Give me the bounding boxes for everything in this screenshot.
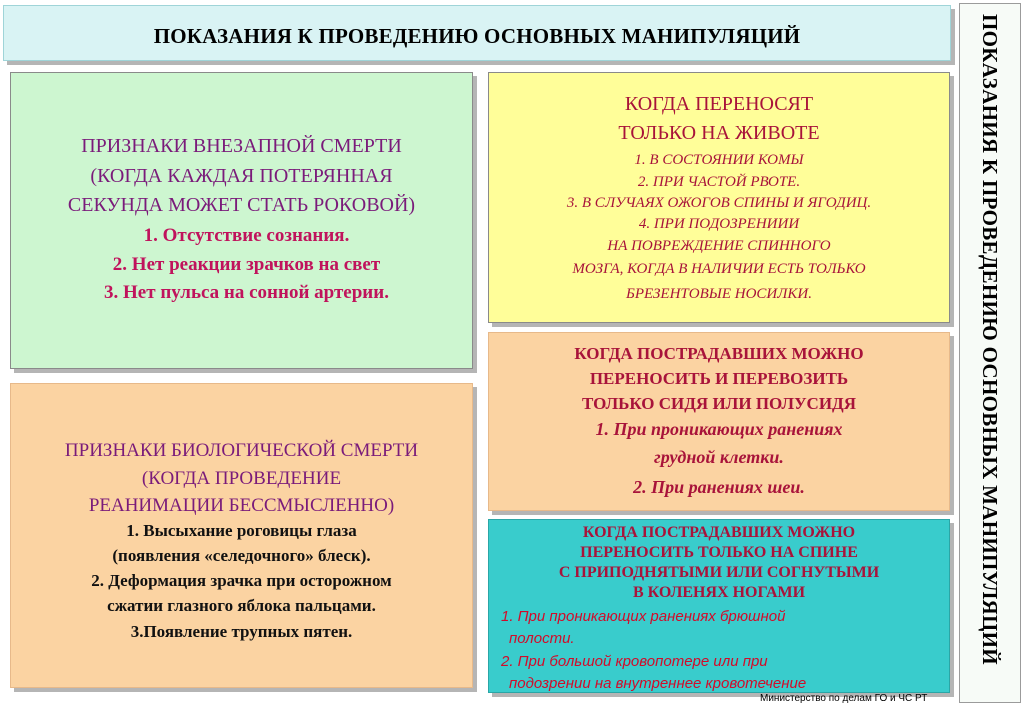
bio-item-1-cont: (появления «селедочного» блеск).: [112, 546, 371, 565]
bio-item-1: 1. Высыхание роговицы глаза: [126, 521, 357, 540]
sitting-item-1-cont: грудной клетки.: [654, 447, 784, 467]
page-title: ПОКАЗАНИЯ К ПРОВЕДЕНИЮ ОСНОВНЫХ МАНИПУЛЯЦИЙ: [153, 24, 801, 48]
bio-item-2: 2. Деформация зрачка при осторожном: [91, 571, 392, 590]
sudden-death-panel: [10, 72, 473, 369]
back-item-2-cont: подозрении на внутреннее кровотечение: [509, 675, 807, 692]
belly-heading-1: КОГДА ПЕРЕНОСЯТ: [624, 93, 814, 115]
belly-item-1: 1. В СОСТОЯНИИ КОМЫ: [634, 152, 804, 168]
title-banner: [3, 5, 951, 61]
back-heading-3: С ПРИПОДНЯТЫМИ ИЛИ СОГНУТЫМИ: [558, 564, 880, 581]
sitting-item-2: 2. При ранениях шеи.: [633, 477, 805, 497]
sudden-item-1: 1. Отсутствие сознания.: [143, 225, 350, 246]
sitting-heading-2: ПЕРЕНОСИТЬ И ПЕРЕВОЗИТЬ: [589, 369, 849, 388]
sudden-item-3: 3. Нет пульса на сонной артерии.: [104, 282, 389, 303]
belly-item-3: 3. В СЛУЧАЯХ ОЖОГОВ СПИНЫ И ЯГОДИЦ.: [566, 195, 872, 211]
sudden-heading-3: СЕКУНДА МОЖЕТ СТАТЬ РОКОВОЙ): [67, 194, 416, 216]
belly-item-4-cont-3: БРЕЗЕНТОВЫЕ НОСИЛКИ.: [626, 286, 812, 302]
sudden-item-2: 2. Нет реакции зрачков на свет: [112, 254, 381, 275]
sitting-carry-panel: [488, 332, 950, 511]
ministry-credit: Министерство по делам ГО и ЧС РТ: [760, 693, 928, 704]
sitting-item-1: 1. При проникающих ранениях: [595, 419, 843, 439]
sudden-heading-1: ПРИЗНАКИ ВНЕЗАПНОЙ СМЕРТИ: [81, 135, 402, 157]
belly-item-4: 4. ПРИ ПОДОЗРЕНИИИ: [638, 216, 800, 232]
bio-heading-3: РЕАНИМАЦИИ БЕССМЫСЛЕННО): [88, 495, 395, 516]
back-heading-2: ПЕРЕНОСИТЬ ТОЛЬКО НА СПИНЕ: [580, 544, 858, 561]
sitting-heading-3: ТОЛЬКО СИДЯ ИЛИ ПОЛУСИДЯ: [581, 394, 857, 413]
sudden-heading-2: (КОГДА КАЖДАЯ ПОТЕРЯННАЯ: [90, 165, 393, 187]
belly-heading-2: ТОЛЬКО НА ЖИВОТЕ: [618, 122, 820, 144]
belly-item-4-cont-2: МОЗГА, КОГДА В НАЛИЧИИ ЕСТЬ ТОЛЬКО: [572, 261, 866, 277]
bio-heading-1: ПРИЗНАКИ БИОЛОГИЧЕСКОЙ СМЕРТИ: [64, 440, 419, 461]
belly-item-2: 2. ПРИ ЧАСТОЙ РВОТЕ.: [637, 174, 801, 190]
bio-item-3: 3.Появление трупных пятен.: [130, 622, 353, 641]
side-title: ПОКАЗАНИЯ К ПРОВЕДЕНИЮ ОСНОВНЫХ МАНИПУЛЯЦИЙ: [978, 14, 1002, 665]
sitting-heading-1: КОГДА ПОСТРАДАВШИХ МОЖНО: [574, 344, 864, 363]
back-item-1-cont: полости.: [509, 630, 575, 647]
back-carry-panel: [488, 519, 950, 693]
back-heading-4: В КОЛЕНЯХ НОГАМИ: [632, 584, 806, 601]
belly-carry-panel: [488, 72, 950, 323]
back-item-2: 2. При большой кровопотере или при: [501, 653, 768, 670]
back-item-1: 1. При проникающих ранениях брюшной: [501, 608, 786, 625]
belly-item-4-cont-1: НА ПОВРЕЖДЕНИЕ СПИННОГО: [607, 238, 831, 254]
bio-heading-2: (КОГДА ПРОВЕДЕНИЕ: [141, 468, 342, 489]
bio-item-2-cont: сжатии глазного яблока пальцами.: [107, 596, 376, 615]
back-heading-1: КОГДА ПОСТРАДАВШИХ МОЖНО: [582, 524, 856, 541]
biological-death-panel: [10, 383, 473, 688]
